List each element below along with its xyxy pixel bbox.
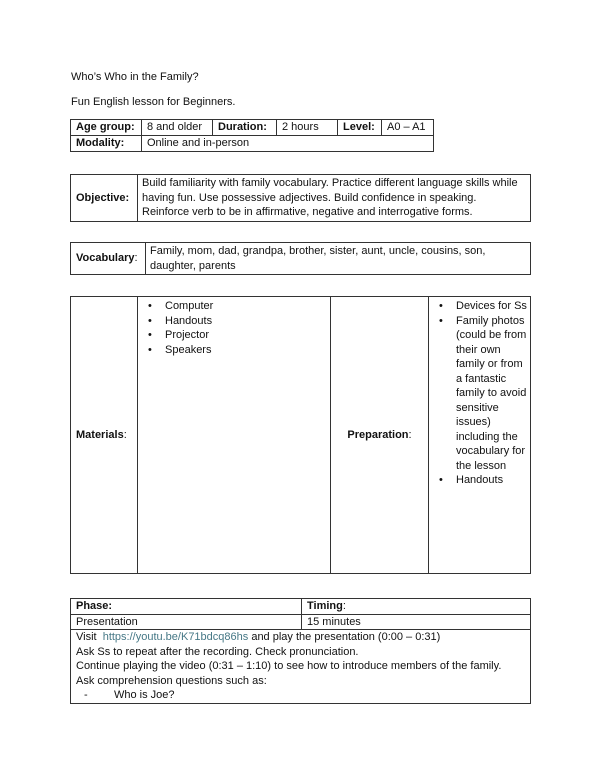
age-group-label: Age group: [71,120,142,136]
preparation-item: • Handouts [434,473,527,488]
objective-table [70,174,531,222]
timing-label: Timing [307,600,343,612]
timing-colon: : [342,600,346,612]
lesson-title: Who’s Who in the Family? [71,71,199,83]
visit-suffix: and play the presentation (0:00 – 0:31) [248,631,441,643]
preparation-colon: : [408,428,412,441]
phase-instructions [71,630,531,704]
level-label: Level: [338,120,382,136]
materials-list-cell [138,297,331,574]
question-item: - Who is Joe? [76,688,525,703]
phase-value: Presentation [71,614,302,630]
info-table [70,119,434,152]
materials-item: • Speakers [143,343,325,358]
materials-label: Materials [76,428,124,441]
materials-list [143,299,325,357]
level-value: A0 – A1 [382,120,434,136]
visit-line [76,630,525,645]
vocabulary-label: Vocabulary [76,252,135,265]
objective-label: Objective: [71,175,138,222]
vocabulary-table [70,242,531,275]
instruction-line: Ask comprehension questions such as: [76,674,267,687]
visit-prefix: Visit [76,631,103,643]
phase-table [70,598,531,704]
materials-item: • Handouts [143,314,325,329]
timing-value: 15 minutes [302,614,531,630]
video-link[interactable]: https://youtu.be/K71bdcq86hs [102,631,249,643]
lesson-subtitle: Fun English lesson for Beginners. [71,96,236,108]
materials-table [70,296,531,574]
preparation-label-cell [331,297,429,574]
materials-colon: : [123,428,127,441]
duration-label: Duration: [213,120,277,136]
age-group-value: 8 and older [142,120,213,136]
instruction-line: Ask Ss to repeat after the recording. Check pronunciation. [76,645,359,658]
materials-item: • Computer [143,299,325,314]
vocabulary-label-cell [71,243,146,275]
duration-value: 2 hours [277,120,338,136]
preparation-label: Preparation [347,428,409,441]
phase-label: Phase: [71,599,302,615]
materials-item: • Projector [143,328,325,343]
vocabulary-colon: : [134,252,138,265]
preparation-list-cell [429,297,531,574]
objective-text: Build familiarity with family vocabulary. Practice different language skills while having fun. Use possessive adjectives. Build confidence in speaking. Reinforce verb to be in affirmative, negative and interrogative forms. [138,175,531,222]
preparation-list [434,299,527,488]
modality-label: Modality: [71,136,142,152]
timing-label-cell [302,599,531,615]
preparation-item: • Devices for Ss [434,299,527,314]
materials-label-cell [71,297,138,574]
instruction-line: Continue playing the video (0:31 – 1:10) to see how to introduce members of the family. [76,660,502,672]
modality-value: Online and in-person [142,136,434,152]
vocabulary-text: Family, mom, dad, grandpa, brother, sister, aunt, uncle, cousins, son, daughter, parents [146,243,531,275]
preparation-item: • Family photos (could be from their own family or from a fantastic family to avoid sensitive issues) including the vocabulary for the lesson [434,314,527,474]
